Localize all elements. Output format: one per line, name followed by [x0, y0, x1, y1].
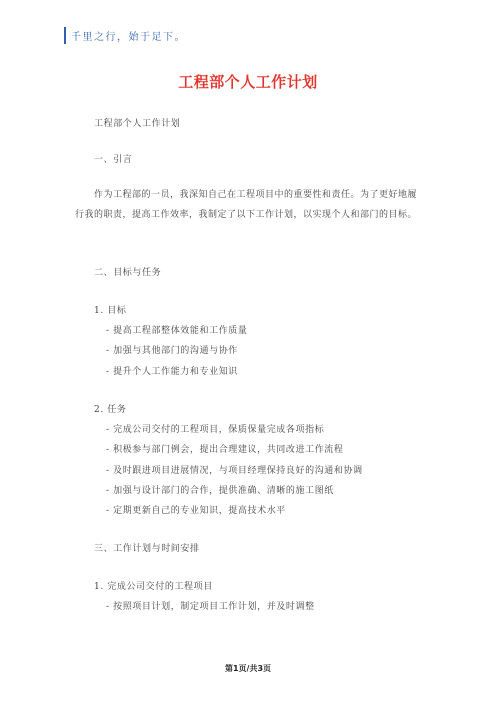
list-item: - 加强与设计部门的合作，提供准确、清晰的施工图纸: [106, 486, 334, 496]
subtitle: 工程部个人工作计划: [94, 119, 181, 129]
list-item: - 及时跟进项目进展情况，与项目经理保持良好的沟通和协调: [106, 466, 363, 476]
list-item: - 积极参与部门例会，提出合理建议，共同改进工作流程: [106, 445, 344, 455]
list-item: - 提高工程部整体效能和工作质量: [106, 326, 248, 336]
document-title: 工程部个人工作计划: [178, 73, 318, 91]
list-item: - 定期更新自己的专业知识，提高技术水平: [106, 506, 286, 516]
page-indicator: 第1页/共3页: [224, 664, 272, 673]
schedule-item-label: 1. 完成公司交付的工程项目: [94, 582, 213, 592]
list-item: - 加强与其他部门的沟通与协作: [106, 346, 238, 356]
header-accent-bar: [64, 27, 66, 44]
section-heading-schedule: 三、工作计划与时间安排: [94, 544, 200, 554]
goal-label: 1. 目标: [94, 306, 127, 316]
list-item: - 完成公司交付的工程项目，保质保量完成各项指标: [106, 425, 325, 435]
section-heading-goals: 二、目标与任务: [94, 268, 162, 278]
section-heading-intro: 一、引言: [94, 155, 133, 165]
intro-paragraph: 作为工程部的一员，我深知自己在工程项目中的重要性和责任。为了更好地履行我的职责，提高工作效率，我制定了以下工作计划，以实现个人和部门的目标。: [75, 190, 418, 220]
tasks-label: 2. 任务: [94, 405, 127, 415]
list-item: - 按照项目计划，制定项目工作计划，并及时调整: [106, 602, 315, 612]
list-item: - 提升个人工作能力和专业知识: [106, 367, 238, 377]
header-motto: 千里之行，始于足下。: [71, 32, 186, 43]
